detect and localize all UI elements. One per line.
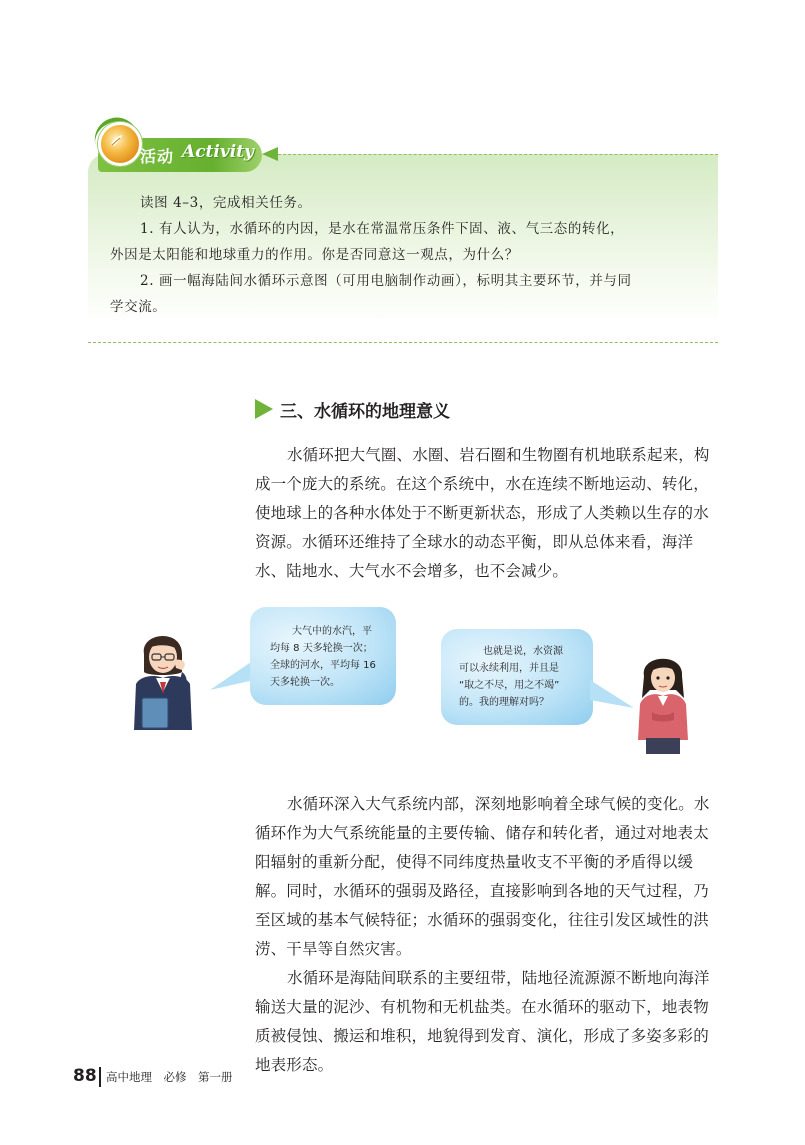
activity-box: [88, 118, 718, 344]
bubble-text-line: 的。我的理解对吗？: [459, 697, 549, 708]
paragraph-line: 输送大量的泥沙、有机物和无机盐类。在水循环的驱动下，地表物: [255, 998, 709, 1016]
bubble-tail-right: [588, 676, 634, 710]
bubble-text-line: 天多轮换一次。: [270, 677, 340, 688]
paragraph-line: 质被侵蚀、搬运和堆积，地貌得到发育、演化，形成了多姿多彩的: [255, 1027, 709, 1045]
teacher-illustration: [124, 624, 204, 730]
paragraph-line: 至区域的基本气候特征；水循环的强弱变化，往往引发区域性的洪: [255, 911, 709, 929]
bubble-text-line: 可以永续利用，并且是: [459, 663, 559, 674]
paragraph-line: 地表形态。: [255, 1056, 334, 1074]
section-title: 三、水循环的地理意义: [280, 402, 450, 422]
page-number: 88: [73, 1066, 97, 1086]
book-title: 高中地理 必修 第一册: [106, 1070, 233, 1084]
speech-bubble-left: [250, 607, 396, 705]
activity-label-english: Activity: [182, 142, 254, 162]
paragraph-line: 解。同时，水循环的强弱及路径，直接影响到各地的天气过程，乃: [255, 882, 709, 900]
paragraph-line: 水循环把大气圈、水圈、岩石圈和生物圈有机地联系起来，构: [287, 446, 710, 464]
bubble-text-line: 大气中的水汽，平: [292, 626, 372, 637]
activity-text-line: 1. 有人认为，水循环的内因，是水在常温常压条件下固、液、气三态的转化，: [140, 221, 625, 237]
speech-bubble-right: [441, 629, 593, 725]
activity-label: 活动: [140, 147, 175, 166]
activity-arrow-icon: [262, 147, 278, 161]
paragraph-line: 涝、干旱等自然灾害。: [255, 940, 412, 958]
paragraph-line: 阳辐射的重新分配，使得不同纬度热量收支不平衡的矛盾得以缓: [255, 853, 694, 871]
activity-text-line: 读图 4–3，完成相关任务。: [140, 195, 312, 211]
activity-divider-bottom: [88, 342, 718, 343]
paragraph-line: 水循环深入大气系统内部，深刻地影响着全球气候的变化。水: [287, 795, 710, 813]
paragraph-line: 资源。水循环还维持了全球水的动态平衡，即从总体来看，海洋: [255, 533, 694, 551]
paragraph-line: 水循环是海陆间联系的主要纽带，陆地径流源源不断地向海洋: [287, 969, 710, 987]
paragraph-line: 水、陆地水、大气水不会增多，也不会减少。: [255, 562, 569, 580]
paragraph-line: 使地球上的各种水体处于不断更新状态，形成了人类赖以生存的水: [255, 504, 709, 522]
activity-divider-top: [278, 154, 718, 155]
activity-emblem-icon: [98, 122, 142, 166]
activity-text-line: 学交流。: [110, 299, 167, 315]
footer-divider: [99, 1067, 101, 1087]
paragraph-line: 循环作为大气系统能量的主要传输、储存和转化者，通过对地表太: [255, 824, 709, 842]
activity-text-line: 外因是太阳能和地球重力的作用。你是否同意这一观点，为什么？: [110, 247, 519, 263]
student-illustration: [632, 650, 694, 754]
bubble-text-line: “取之不尽，用之不竭”: [459, 680, 560, 691]
section-arrow-icon: [255, 399, 273, 419]
bubble-text-line: 全球的河水，平均每 16: [270, 660, 376, 671]
bubble-text-line: 也就是说，水资源: [483, 646, 563, 657]
bubble-text-line: 均每 8 天多轮换一次；: [270, 643, 373, 654]
paragraph-line: 成一个庞大的系统。在这个系统中，水在连续不断地运动、转化，: [255, 475, 709, 493]
activity-text-line: 2. 画一幅海陆间水循环示意图（可用电脑制作动画），标明其主要环节，并与同: [140, 273, 632, 289]
